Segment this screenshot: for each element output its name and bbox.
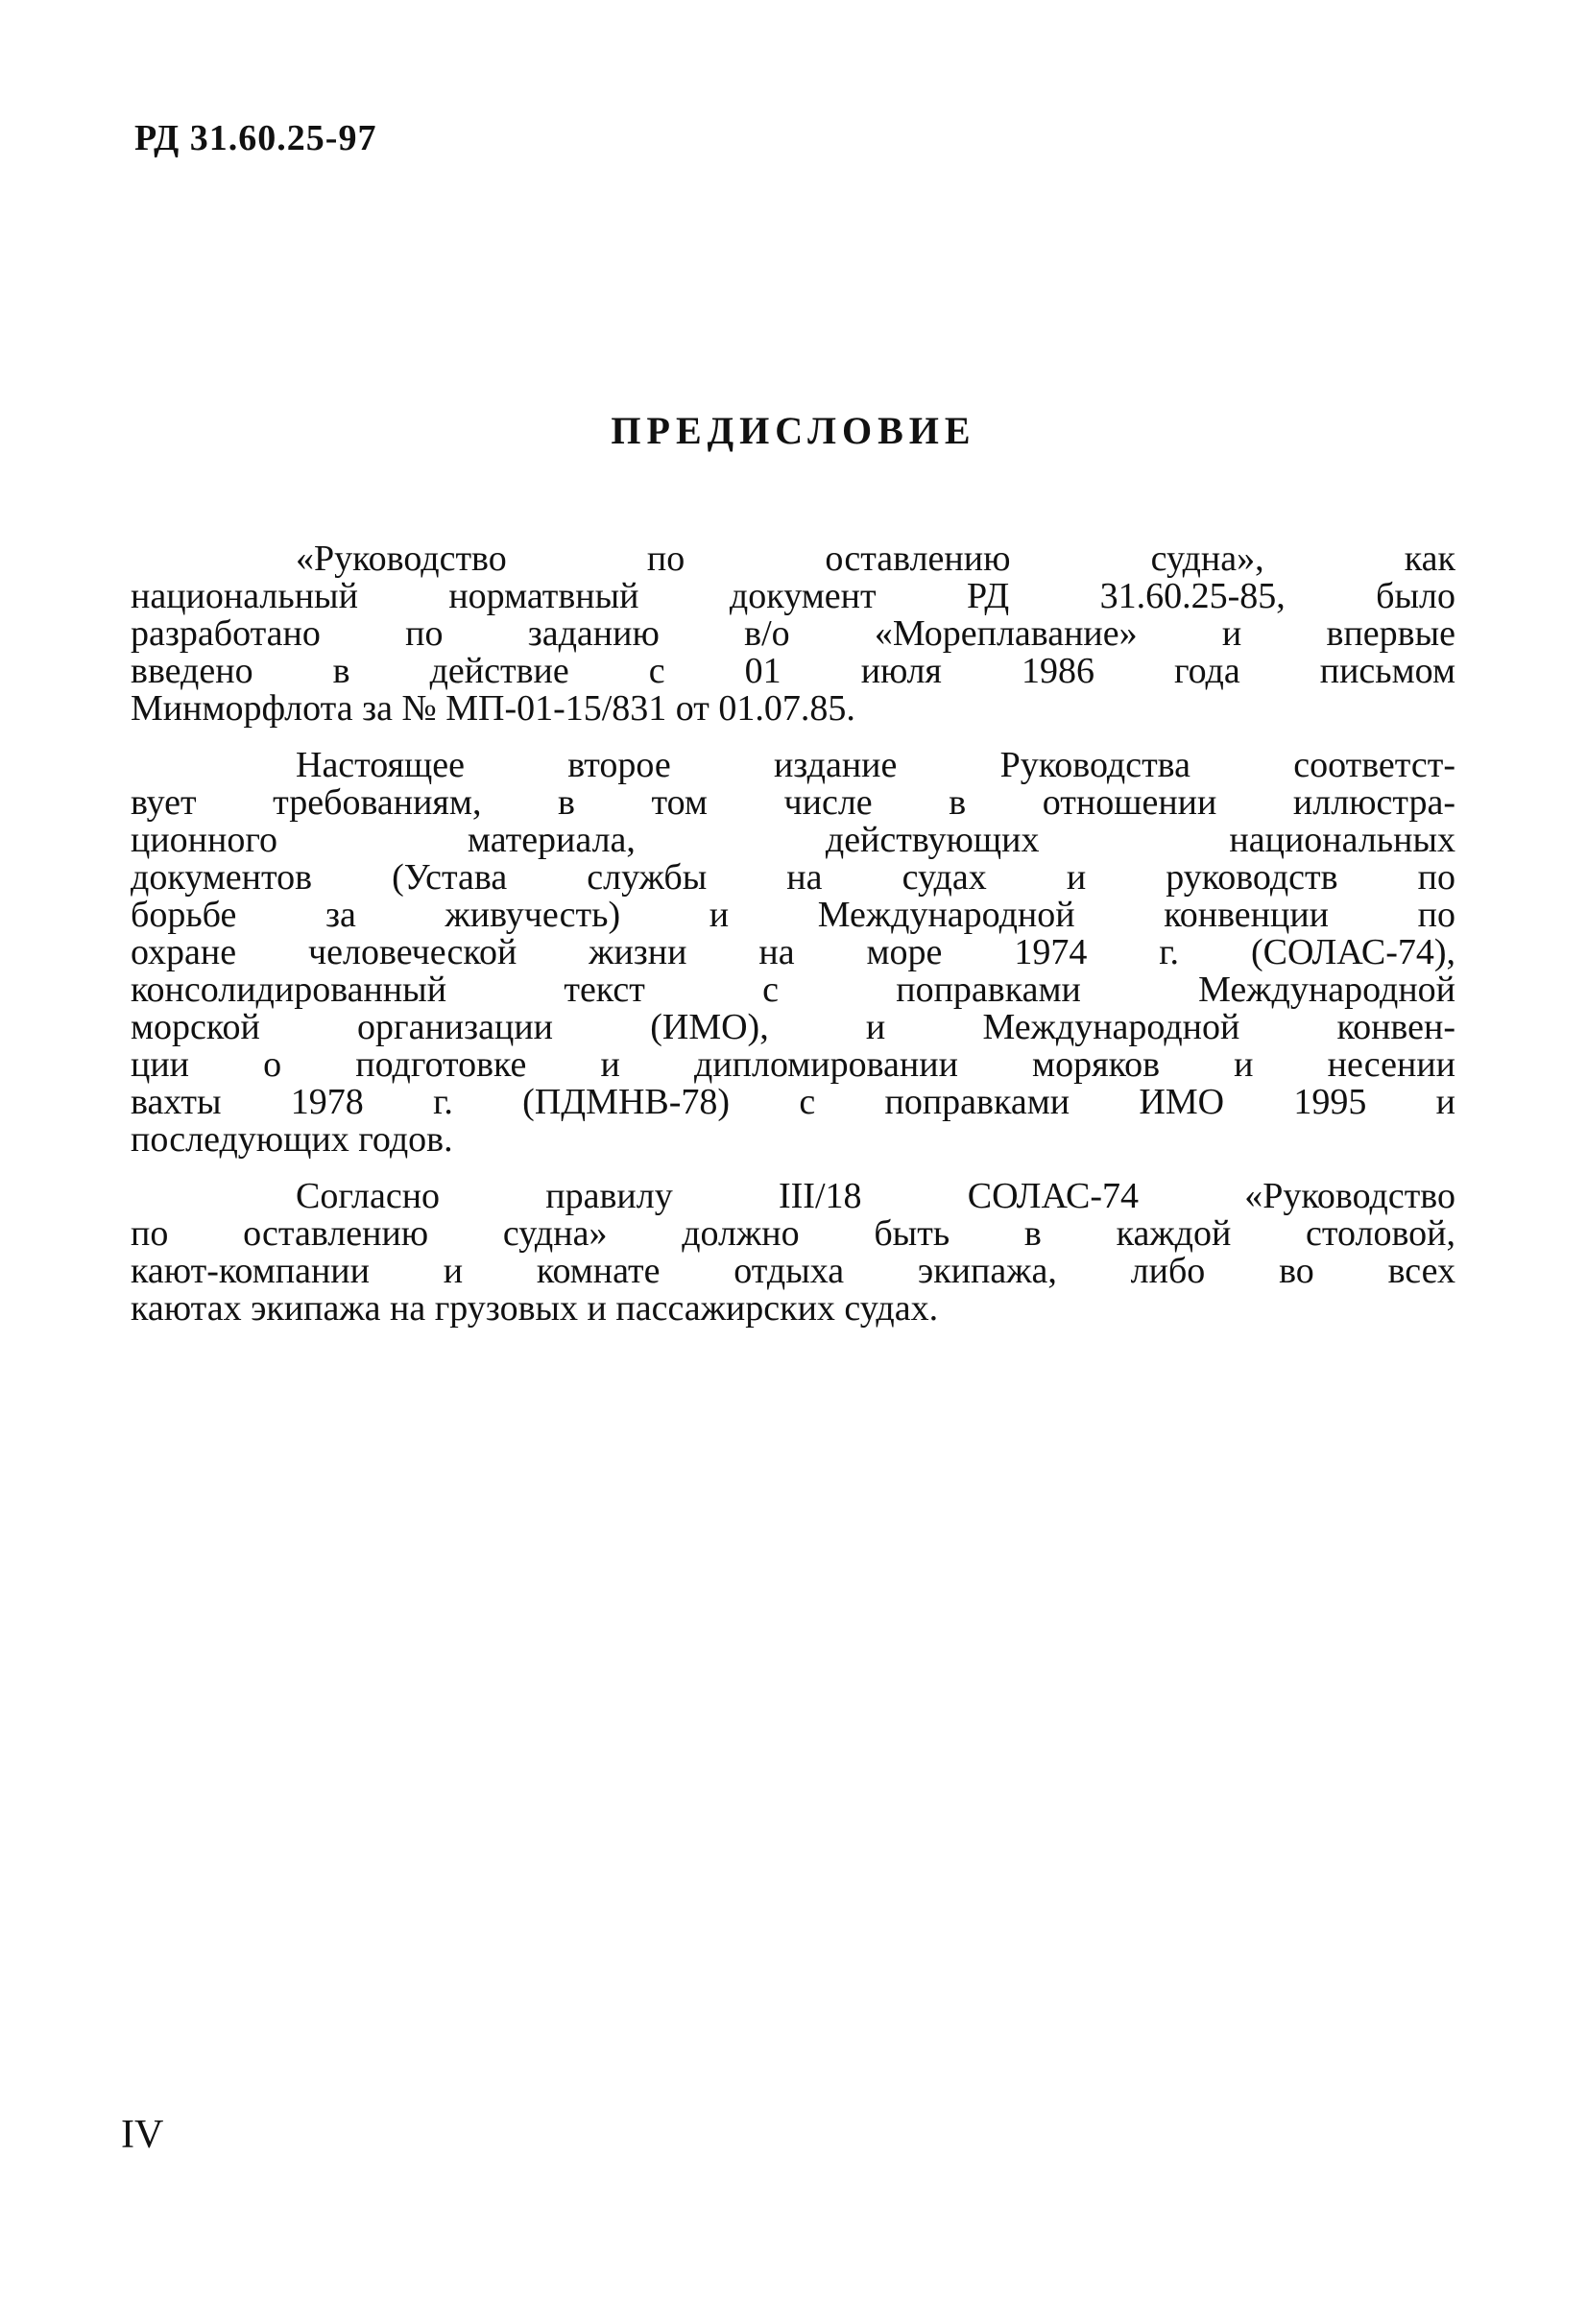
text-line: морской организации (ИМО), и Международной конвен- — [131, 1009, 1455, 1046]
text-line: консолидированный текст с поправками Международной — [131, 971, 1455, 1009]
text-line: Минморфлота за № МП-01-15/831 от 01.07.85. — [131, 690, 855, 728]
text-line: кают-компании и комнате отдыха экипажа, либо во всех — [131, 1253, 1455, 1290]
paragraph-2 — [131, 747, 1455, 1159]
text-line: документов (Устава службы на судах и руководств по — [131, 859, 1455, 897]
text-line: ционного материала, действующих национальных — [131, 822, 1455, 859]
paragraph-3 — [131, 1178, 1455, 1328]
page-number: IV — [121, 2113, 164, 2157]
text-line: национальный норматвный документ РД 31.60.25-85, было — [131, 578, 1455, 615]
text-line: Настоящее второе издание Руководства соответст- — [296, 747, 1455, 784]
text-line: вахты 1978 г. (ПДМНВ-78) с поправками ИМО 1995 и — [131, 1084, 1455, 1121]
paragraph-1 — [131, 540, 1455, 728]
document-body — [131, 540, 1455, 1347]
text-line: борьбе за живучесть) и Международной конвенции по — [131, 897, 1455, 934]
text-line: каютах экипажа на грузовых и пассажирских судах. — [131, 1290, 939, 1328]
text-line: охране человеческой жизни на море 1974 г. (СОЛАС-74), — [131, 934, 1455, 971]
text-line: последующих годов. — [131, 1121, 453, 1159]
page-title: ПРЕДИСЛОВИЕ — [611, 409, 976, 452]
text-line: «Руководство по оставлению судна», как — [296, 540, 1455, 578]
text-line: введено в действие с 01 июля 1986 года письмом — [131, 653, 1455, 690]
text-line: разработано по заданию в/о «Мореплавание» и впервые — [131, 615, 1455, 653]
text-line: вует требованиям, в том числе в отношении иллюстра- — [131, 784, 1455, 822]
document-code: РД 31.60.25-97 — [134, 118, 377, 158]
text-line: по оставлению судна» должно быть в каждой столовой, — [131, 1215, 1455, 1253]
text-line: ции о подготовке и дипломировании моряков и несении — [131, 1046, 1455, 1084]
text-line: Согласно правилу III/18 СОЛАС-74 «Руководство — [296, 1178, 1455, 1215]
